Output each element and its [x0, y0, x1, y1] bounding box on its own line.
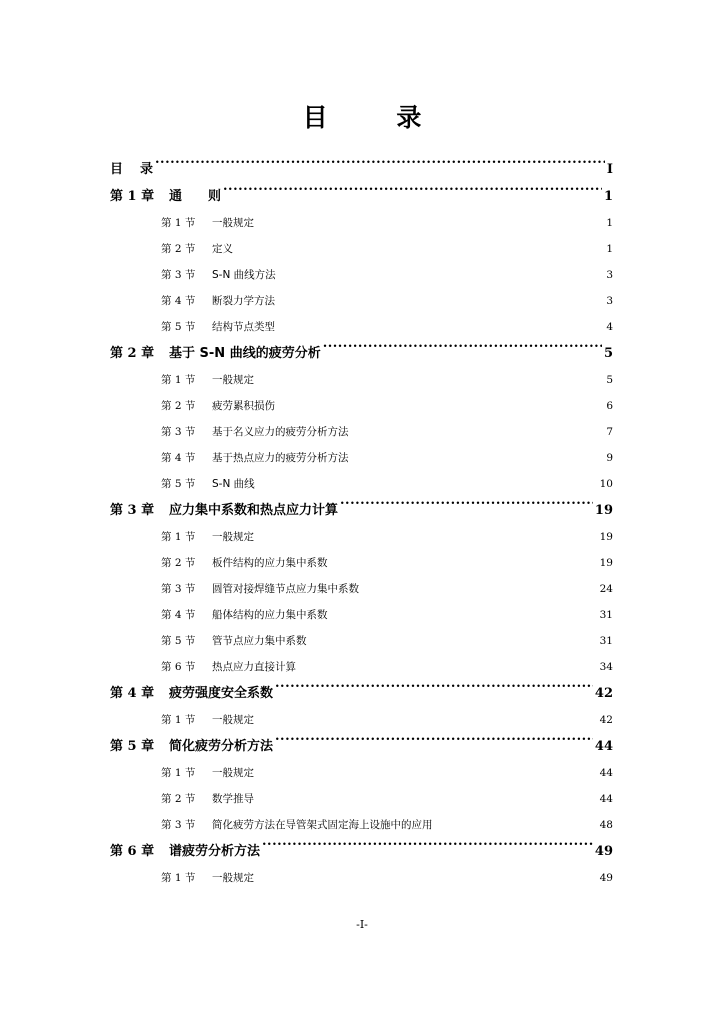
toc-section-entry[interactable] — [110, 524, 613, 550]
toc-dot-leader — [257, 477, 598, 488]
toc-dot-leader — [435, 818, 598, 829]
toc-entry-number: 第 1 章 — [110, 189, 155, 204]
toc-entry-title: 断裂力学方法 — [212, 295, 275, 307]
toc-entry-number: 第 4 节 — [161, 452, 196, 464]
toc-entry-title: 一般规定 — [212, 531, 254, 543]
toc-entry-number: 第 2 章 — [110, 346, 155, 361]
toc-entry-number: 第 6 章 — [110, 844, 155, 859]
toc-entry-page-number: 31 — [599, 635, 613, 647]
toc-entry-page-number: 42 — [599, 714, 613, 726]
toc-section-entry[interactable] — [110, 550, 613, 576]
toc-entry-title: 一般规定 — [212, 217, 254, 229]
toc-dot-leader — [277, 294, 604, 305]
toc-entry-number: 第 2 节 — [161, 557, 196, 569]
toc-entry-page-number: 34 — [599, 661, 613, 673]
toc-dot-leader — [256, 530, 598, 541]
toc-entry-page-number: 9 — [606, 452, 613, 464]
toc-entry-number: 第 5 章 — [110, 739, 155, 754]
toc-entry-page-number: 1 — [606, 243, 613, 255]
toc-chapter-entry[interactable] — [110, 156, 613, 183]
toc-section-entry[interactable] — [110, 393, 613, 419]
toc-entry-title: 疲劳强度安全系数 — [169, 686, 274, 701]
toc-dot-leader — [256, 766, 598, 777]
toc-entry-page-number: 1 — [606, 217, 613, 229]
toc-entry-title: 录 — [140, 162, 154, 177]
toc-dot-leader — [223, 187, 602, 200]
toc-dot-leader — [256, 216, 604, 227]
toc-section-entry[interactable] — [110, 654, 613, 680]
toc-entry-page-number: 44 — [599, 793, 613, 805]
toc-entry-number: 第 5 节 — [161, 635, 196, 647]
toc-entry-title: 应力集中系数和热点应力计算 — [169, 503, 339, 518]
toc-dot-leader — [278, 268, 605, 279]
table-of-contents — [110, 156, 613, 891]
toc-entry-number: 第 1 节 — [161, 217, 196, 229]
toc-dot-leader — [256, 373, 604, 384]
toc-entry-title: 圆管对接焊缝节点应力集中系数 — [212, 583, 359, 595]
toc-entry-number: 第 1 节 — [161, 531, 196, 543]
toc-dot-leader — [330, 608, 598, 619]
toc-dot-leader — [256, 871, 598, 882]
toc-entry-page-number: 42 — [594, 686, 613, 701]
toc-dot-leader — [277, 399, 604, 410]
page-title: 目 录 — [302, 103, 452, 132]
toc-entry-number: 第 4 章 — [110, 686, 155, 701]
toc-entry-page-number: I — [606, 162, 613, 177]
toc-section-entry[interactable] — [110, 262, 613, 288]
toc-entry-page-number: 7 — [606, 426, 613, 438]
toc-entry-number: 第 2 节 — [161, 400, 196, 412]
toc-entry-number: 第 1 节 — [161, 872, 196, 884]
toc-chapter-entry[interactable] — [110, 733, 613, 760]
toc-entry-page-number: 19 — [599, 531, 613, 543]
toc-entry-number: 第 2 节 — [161, 793, 196, 805]
toc-entry-page-number: 49 — [599, 872, 613, 884]
toc-entry-page-number: 31 — [599, 609, 613, 621]
toc-entry-page-number: 3 — [606, 269, 613, 281]
toc-section-entry[interactable] — [110, 419, 613, 445]
toc-dot-leader — [323, 344, 602, 357]
page-number-footer: -I- — [356, 918, 368, 931]
toc-entry-title: 数学推导 — [212, 793, 254, 805]
toc-entry-number: 第 6 节 — [161, 661, 196, 673]
toc-section-entry[interactable] — [110, 367, 613, 393]
toc-entry-title: 一般规定 — [212, 714, 254, 726]
toc-entry-number: 第 3 章 — [110, 503, 155, 518]
toc-entry-page-number: 44 — [594, 739, 613, 754]
toc-entry-title: 结构节点类型 — [212, 321, 275, 333]
toc-section-entry[interactable] — [110, 314, 613, 340]
toc-dot-leader — [351, 451, 605, 462]
toc-entry-page-number: 5 — [603, 346, 613, 361]
toc-section-entry[interactable] — [110, 628, 613, 654]
toc-section-entry[interactable] — [110, 576, 613, 602]
toc-entry-number: 第 4 节 — [161, 295, 196, 307]
toc-section-entry[interactable] — [110, 288, 613, 314]
toc-chapter-entry[interactable] — [110, 497, 613, 524]
toc-dot-leader — [340, 501, 593, 514]
toc-entry-title: 管节点应力集中系数 — [212, 635, 307, 647]
toc-dot-leader — [298, 660, 598, 671]
toc-section-entry[interactable] — [110, 236, 613, 262]
toc-dot-leader — [309, 634, 598, 645]
toc-entry-number: 第 5 节 — [161, 321, 196, 333]
toc-dot-leader — [277, 320, 604, 331]
toc-entry-title: 定义 — [212, 243, 233, 255]
toc-entry-title: 基于名义应力的疲劳分析方法 — [212, 426, 349, 438]
toc-entry-number: 第 3 节 — [161, 269, 196, 281]
toc-entry-title: 简化疲劳方法在导管架式固定海上设施中的应用 — [212, 819, 433, 831]
toc-section-entry[interactable] — [110, 865, 613, 891]
toc-entry-page-number: 4 — [606, 321, 613, 333]
toc-entry-page-number: 3 — [606, 295, 613, 307]
toc-dot-leader — [275, 684, 593, 697]
toc-entry-number: 第 3 节 — [161, 426, 196, 438]
toc-dot-leader — [235, 242, 604, 253]
toc-entry-page-number: 48 — [599, 819, 613, 831]
toc-entry-title: 船体结构的应力集中系数 — [212, 609, 328, 621]
toc-section-entry[interactable] — [110, 445, 613, 471]
toc-entry-title: 疲劳累积损伤 — [212, 400, 275, 412]
toc-section-entry[interactable] — [110, 760, 613, 786]
toc-section-entry[interactable] — [110, 210, 613, 236]
toc-entry-page-number: 19 — [594, 503, 613, 518]
toc-entry-title: 基于热点应力的疲劳分析方法 — [212, 452, 349, 464]
toc-entry-page-number: 49 — [594, 844, 613, 859]
toc-entry-page-number: 10 — [599, 478, 613, 490]
toc-chapter-entry[interactable] — [110, 340, 613, 367]
toc-dot-leader — [361, 582, 598, 593]
toc-entry-title: 一般规定 — [212, 374, 254, 386]
toc-entry-number: 第 1 节 — [161, 767, 196, 779]
toc-entry-title: 简化疲劳分析方法 — [169, 739, 274, 754]
toc-entry-title: 谱疲劳分析方法 — [169, 844, 261, 859]
toc-chapter-entry[interactable] — [110, 838, 613, 865]
toc-entry-page-number: 6 — [606, 400, 613, 412]
toc-entry-title: 一般规定 — [212, 767, 254, 779]
toc-dot-leader — [275, 737, 593, 750]
toc-dot-leader — [262, 842, 593, 855]
toc-entry-page-number: 5 — [606, 374, 613, 386]
toc-entry-title: 一般规定 — [212, 872, 254, 884]
toc-section-entry[interactable] — [110, 812, 613, 838]
toc-entry-number: 第 3 节 — [161, 583, 196, 595]
toc-entry-title: 通 则 — [169, 189, 222, 204]
toc-entry-page-number: 1 — [603, 189, 613, 204]
toc-dot-leader — [351, 425, 605, 436]
toc-entry-number: 第 2 节 — [161, 243, 196, 255]
toc-section-entry[interactable] — [110, 602, 613, 628]
toc-entry-page-number: 19 — [599, 557, 613, 569]
toc-dot-leader — [256, 792, 598, 803]
toc-section-entry[interactable] — [110, 786, 613, 812]
toc-entry-page-number: 44 — [599, 767, 613, 779]
toc-entry-number: 第 1 节 — [161, 374, 196, 386]
toc-entry-number: 第 3 节 — [161, 819, 196, 831]
toc-entry-number: 第 5 节 — [161, 478, 196, 490]
toc-section-entry[interactable] — [110, 471, 613, 497]
toc-entry-title: 基于 S-N 曲线的疲劳分析 — [169, 346, 321, 361]
toc-entry-number: 目 — [110, 162, 124, 177]
toc-entry-title: S-N 曲线方法 — [212, 269, 276, 281]
toc-dot-leader — [330, 556, 598, 567]
toc-entry-title: 板件结构的应力集中系数 — [212, 557, 328, 569]
toc-section-entry[interactable] — [110, 707, 613, 733]
toc-entry-title: 热点应力直接计算 — [212, 661, 296, 673]
toc-dot-leader — [155, 160, 605, 173]
toc-entry-title: S-N 曲线 — [212, 478, 255, 490]
toc-entry-number: 第 1 节 — [161, 714, 196, 726]
toc-entry-page-number: 24 — [599, 583, 613, 595]
toc-chapter-entry[interactable] — [110, 680, 613, 707]
toc-entry-number: 第 4 节 — [161, 609, 196, 621]
toc-chapter-entry[interactable] — [110, 183, 613, 210]
toc-dot-leader — [256, 713, 598, 724]
